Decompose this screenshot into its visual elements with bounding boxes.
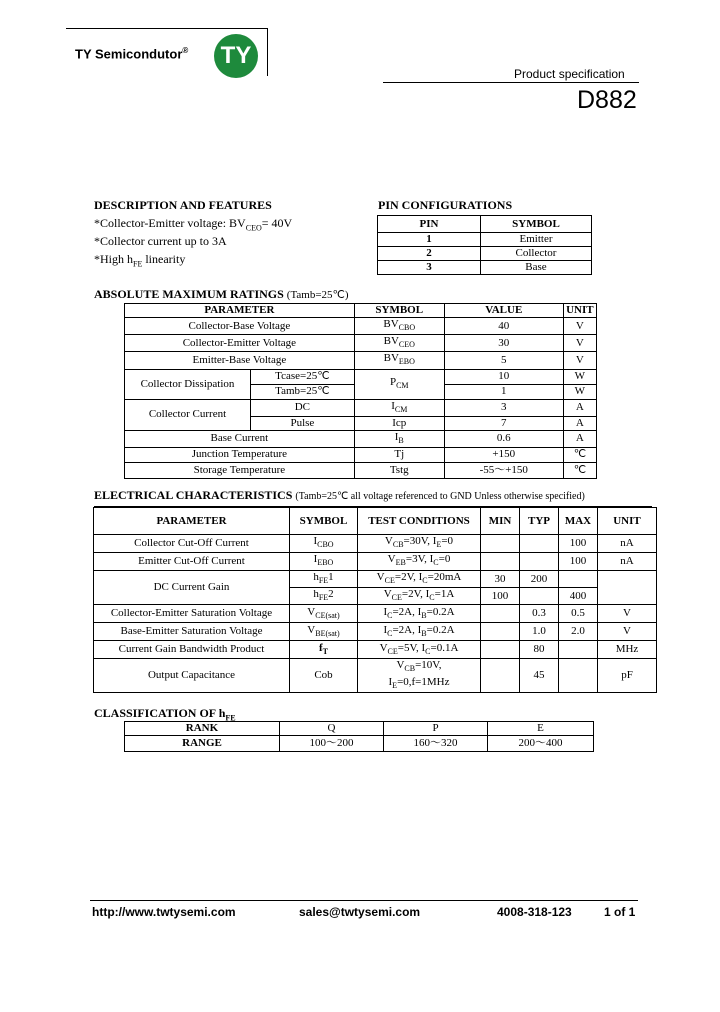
description-title: DESCRIPTION AND FEATURES xyxy=(94,198,272,212)
part-number: D882 xyxy=(577,86,637,114)
elec-title: ELECTRICAL CHARACTERISTICS (Tamb=25℃ all voltage referenced to GND Unless otherwise specified) xyxy=(94,488,585,502)
abs-max-table: PARAMETER SYMBOL VALUE UNIT Collector-Base Voltage $BV_{CBO}$ 40 V Collector-Emitter Voltage $BV_{CEO}$ 30 V Emitter-Base Voltage $BV_{EBO}$ 5 V Collector Dissipation Tcase=25℃ $P_{CM}$ 10 W Tamb=25℃ 1 W Collector Current DC $I_{CM}$ 3 A Pulse Icp 7 A Base Current $I_B$ 0.6 A Junction Temperature Tj +150 ℃ Storage Temperature Tstg -55～+150 ℃ xyxy=(124,303,597,479)
company-name xyxy=(75,46,188,61)
registered-mark: ® xyxy=(182,46,189,55)
pin-table: PIN SYMBOL 1 Emitter 2 Collector 3 Base xyxy=(377,215,592,275)
elec-table: PARAMETER SYMBOL TEST CONDITIONS MIN TYP MAX UNIT Collector Cut-Off Current $I_{CBO}$ $V_{CB}=30V$, $I_E=0$ 100 nA Emitter Cut-Off Current $I_{EBO}$ $V_{EB}=3V$, $I_C=0$ 100 nA DC Current Gain $h_{FE}1$ $V_{CE}=2V$, $I_C=20mA$ 30 200 $h_{FE}2$ $V_{CE}=2V$, $I_C=1A$ 100 400 Collector-Emitter Saturation Voltage $V_{CE(sat)}$ $I_C=2A$, $I_B=0.2A$ 0.3 0.5 V Base-Emitter Saturation Voltage $V_{BE(sat)}$ $I_C=2A$, $I_B=0.2A$ 1.0 2.0 V Current Gain Bandwidth Product $f_T$ $V_{CE}=5V$, $I_C=0.1A$ 80 MHz Output Capacitance Cob $V_{CB}=10V$, $I_E=0,f=1MHz$ 45 pF xyxy=(93,507,657,693)
company-text: TY Semicondutor xyxy=(75,46,183,62)
doc-type: Product specification xyxy=(514,67,625,81)
classification-table: RANK Q P E RANGE 100～200 160～320 200～400 xyxy=(124,721,594,752)
footer-email[interactable]: sales@twtysemi.com xyxy=(299,905,421,919)
pin-config-title: PIN CONFIGURATIONS xyxy=(378,198,513,212)
classification-title: CLASSIFICATION OF $h_{FE}$ xyxy=(94,706,236,723)
feature-3: *High $h_{FE}$ linearity xyxy=(94,252,186,269)
footer-phone: 4008-318-123 xyxy=(497,905,572,919)
abs-max-title: ABSOLUTE MAXIMUM RATINGS (Tamb=25℃) xyxy=(94,287,349,301)
feature-2: *Collector current up to 3A xyxy=(94,234,227,248)
footer-page: 1 of 1 xyxy=(604,905,636,919)
feature-1: *Collector-Emitter voltage: $BV_{CEO}= 40V$ xyxy=(94,216,293,233)
company-logo: TY xyxy=(214,34,258,78)
footer-website[interactable]: http://www.twtysemi.com xyxy=(92,905,236,919)
